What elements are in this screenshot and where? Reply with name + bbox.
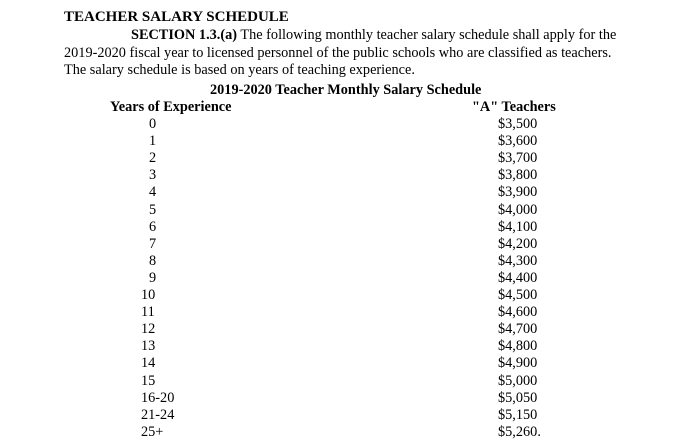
- section-paragraph-line-3: The salary schedule is based on years of teaching experience.: [64, 62, 415, 78]
- table-cell-salary: $4,500: [498, 287, 538, 303]
- table-cell-years: 1: [149, 133, 157, 150]
- table-cell-salary: $3,500: [498, 116, 538, 132]
- table-title: 2019-2020 Teacher Monthly Salary Schedule: [210, 82, 482, 98]
- table-cell-salary: $5,260.: [498, 423, 541, 440]
- column-header-years: Years of Experience: [110, 99, 232, 115]
- table-cell-years: 15: [141, 372, 156, 389]
- table-cell-years: 6: [149, 218, 157, 235]
- table-cell-salary: $3,900: [498, 184, 538, 201]
- table-cell-years: 14: [141, 355, 156, 372]
- table-cell-years: 2: [149, 150, 157, 167]
- table-cell-salary: $4,600: [498, 304, 538, 321]
- table-cell-years: 21-24: [141, 406, 175, 423]
- table-cell-salary: $4,200: [498, 235, 538, 252]
- table-cell-salary: $4,000: [498, 201, 538, 218]
- table-cell-years: 5: [149, 201, 157, 218]
- table-cell-years: 25+: [141, 423, 164, 440]
- table-cell-salary: $5,050: [498, 389, 538, 406]
- table-cell-years: 13: [141, 338, 156, 355]
- table-cell-years: 8: [149, 252, 157, 269]
- table-cell-salary: $4,400: [498, 269, 538, 286]
- table-cell-years: 0: [149, 116, 157, 132]
- section-paragraph-line-2: 2019-2020 fiscal year to licensed personnel of the public schools who are classified as teachers.: [64, 45, 612, 61]
- table-cell-years: 4: [149, 184, 157, 201]
- document-title: TEACHER SALARY SCHEDULE: [64, 9, 289, 25]
- table-cell-salary: $4,900: [498, 355, 538, 372]
- section-paragraph-line-1: [131, 27, 616, 44]
- column-header-a-teachers: "A" Teachers: [472, 99, 556, 115]
- table-cell-salary: $4,800: [498, 338, 538, 355]
- table-cell-years: 10: [141, 287, 156, 303]
- table-cell-salary: $5,000: [498, 372, 538, 389]
- table-cell-salary: $4,100: [498, 218, 538, 235]
- table-cell-salary: $3,700: [498, 150, 538, 167]
- table-cell-years: 11: [141, 304, 155, 321]
- table-cell-years: 7: [149, 235, 157, 252]
- section-line-1-text: The following monthly teacher salary schedule shall apply for the: [237, 27, 617, 43]
- table-cell-salary: $3,800: [498, 167, 538, 184]
- table-cell-years: 12: [141, 321, 156, 338]
- table-cell-salary: $4,700: [498, 321, 538, 338]
- table-cell-years: 16-20: [141, 389, 175, 406]
- table-cell-years: 3: [149, 167, 157, 184]
- section-label: SECTION 1.3.(a): [131, 27, 238, 43]
- table-cell-salary: $3,600: [498, 133, 538, 150]
- table-cell-years: 9: [149, 269, 157, 286]
- table-cell-salary: $4,300: [498, 252, 538, 269]
- table-cell-salary: $5,150: [498, 406, 538, 423]
